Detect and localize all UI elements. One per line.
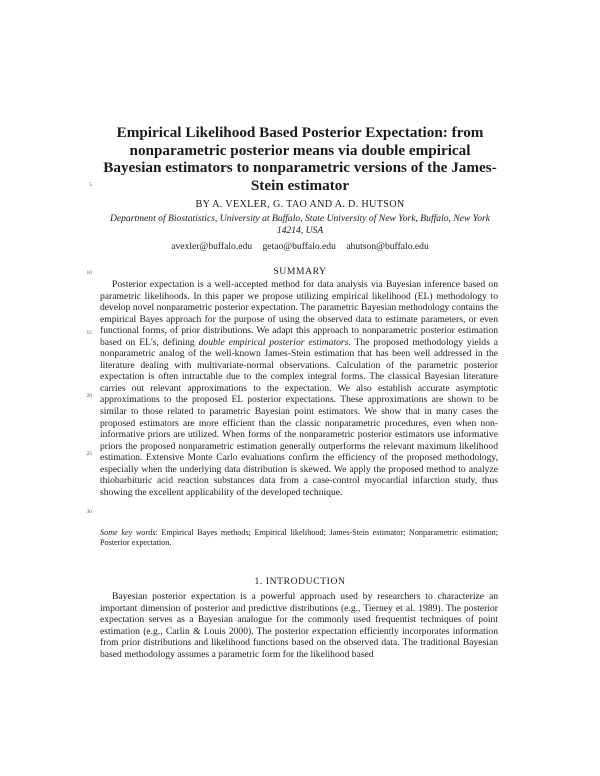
line-number-25: 25: [86, 451, 92, 457]
summary-text-part2: . The proposed methodology yields a nonparametric analog of the well-known James-Stein estimation that has been well addressed in the literature dealing with multivariate-normal observations. Calculation of the parametric posterior expectation is often intractable due to the complex integral forms. The classical Bayesian literature carries out relevant approximations to the expectation. We also establish accurate asymptotic approximations to the proposed EL posterior expectations. These approximations are shown to be similar to those related to parametric Bayesian point estimators. We show that in many cases the proposed estimators are more efficient than the classic nonparametric procedures, even when non-informative priors are utilized. When forms of the nonparametric posterior estimators use informative priors the proposed nonparametric estimation generally outperforms the relevant maximum likelihood estimation. Extensive Monte Carlo evaluations confirm the efficiency of the proposed methodology, especially when the underlying data distribution is skewed. We apply the proposed method to analyze thiobarbituric acid reaction substances data from a case-control myocardial infarction study, thus showing the excellent applicability of the developed technique.: [100, 336, 498, 498]
summary-abstract: [100, 279, 498, 498]
affiliation: Department of Biostatistics, University at Buffalo, State University of New York, Buffalo, New York 14214, USA: [109, 213, 491, 236]
author-emails: avexler@buffalo.edu getao@buffalo.edu ahutson@buffalo.edu: [171, 241, 429, 252]
paper-title: Empirical Likelihood Based Posterior Expectation: from nonparametric posterior means via double empirical Bayesian estimators to nonparametric versions of the James-Stein estimator: [103, 124, 497, 194]
line-number-5: 5: [89, 182, 92, 188]
line-number-10: 10: [86, 270, 92, 276]
summary-text-part1: Posterior expectation is a well-accepted method for data analysis via Bayesian inference based on parametric likelihoods. In this paper we propose utilizing empirical likelihood (EL) methodology to develop novel nonparametric posterior expectation. The parametric Bayesian methodology contains the empirical Bayes approach for the purpose of using the observed data to estimate parameters, or even functional forms, of prior distributions. We adapt this approach to nonparametric posterior estimation based on EL's, defining: [100, 279, 498, 348]
summary-emphasis: double empirical posterior estimators: [198, 336, 349, 348]
line-number-30: 30: [86, 509, 92, 515]
line-number-20: 20: [86, 393, 92, 399]
line-number-15: 15: [86, 330, 92, 336]
keywords-label: Some key words: [100, 528, 156, 537]
introduction-heading: 1. INTRODUCTION: [254, 576, 346, 587]
keywords-text: : Empirical Bayes methods; Empirical likelihood; James-Stein estimator; Nonparametric estimation; Posterior expectation.: [100, 528, 499, 547]
author-list: BY A. VEXLER, G. TAO AND A. D. HUTSON: [195, 199, 405, 210]
introduction-text: Bayesian posterior expectation is a powerful approach used by researchers to characterize an important dimension of posterior and predictive distributions (e.g., Tierney et al. 1989). The posterior expectation serves as a Bayesian analogue for the commonly used frequentist techniques of point estimation (e.g., Carlin & Louis 2000). The posterior expectation efficiently incorporates information from prior distributions and likelihood functions based on the observed data. The traditional Bayesian based methodology assumes a parametric form for the likelihood based: [100, 591, 498, 660]
keywords-block: [100, 528, 498, 548]
summary-heading: SUMMARY: [273, 266, 327, 277]
